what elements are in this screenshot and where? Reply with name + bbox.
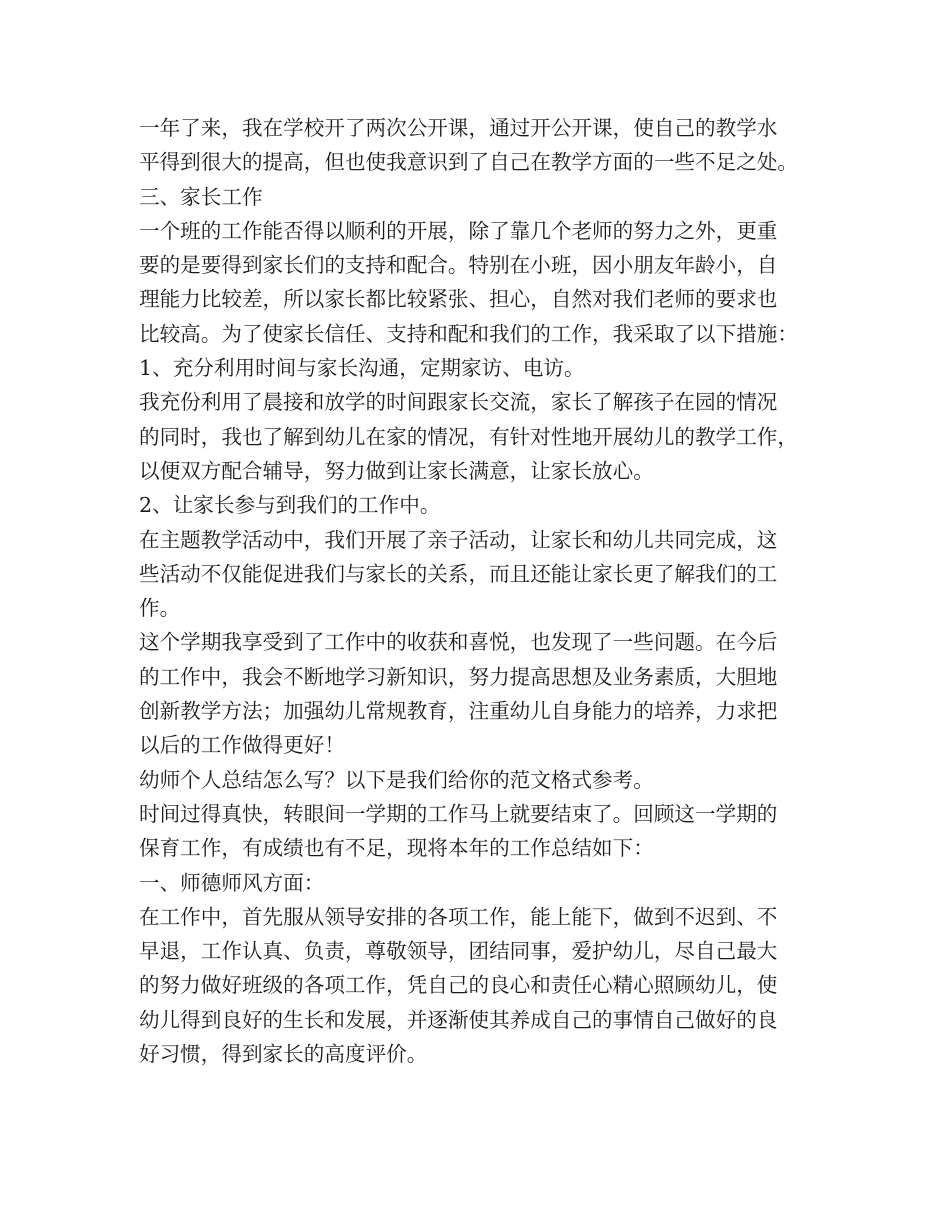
- text-line: 创新教学方法；加强幼儿常规教育，注重幼儿自身能力的培养，力求把: [139, 699, 778, 724]
- section-heading: 三、家长工作: [139, 184, 263, 209]
- text-line: 好习惯，得到家长的高度评价。: [139, 1042, 428, 1067]
- text-line: 幼儿得到良好的生长和发展，并逐渐使其养成自己的事情自己做好的良: [139, 1007, 778, 1032]
- text-line: 时间过得真快，转眼间一学期的工作马上就要结束了。回顾这一学期的: [139, 801, 778, 826]
- text-line: 的同时，我也了解到幼儿在家的情况，有针对性地开展幼儿的教学工作，: [139, 424, 798, 449]
- text-line: 的工作中，我会不断地学习新知识，努力提高思想及业务素质，大胆地: [139, 664, 778, 689]
- text-line: 作。: [139, 596, 181, 621]
- list-item-heading: 1、充分利用时间与家长沟通，定期家访、电访。: [139, 356, 585, 381]
- text-line: 幼师个人总结怎么写？以下是我们给你的范文格式参考。: [139, 767, 654, 792]
- text-line: 理能力比较差，所以家长都比较紧张、担心，自然对我们老师的要求也: [139, 287, 778, 312]
- section-heading: 一、师德师风方面：: [139, 870, 325, 895]
- list-item-heading: 2、让家长参与到我们的工作中。: [139, 493, 441, 518]
- text-line: 的努力做好班级的各项工作，凭自己的良心和责任心精心照顾幼儿，使: [139, 973, 778, 998]
- text-line: 以后的工作做得更好！: [139, 733, 345, 758]
- text-line: 早退，工作认真、负责，尊敬领导，团结同事，爱护幼儿，尽自己最大: [139, 939, 778, 964]
- text-line: 以便双方配合辅导，努力做到让家长满意，让家长放心。: [139, 458, 654, 483]
- text-line: 在工作中，首先服从领导安排的各项工作，能上能下，做到不迟到、不: [139, 904, 778, 929]
- text-line: 一个班的工作能否得以顺利的开展，除了靠几个老师的努力之外，更重: [139, 218, 778, 243]
- document-body: [139, 111, 829, 1071]
- text-line: 平得到很大的提高，但也使我意识到了自己在教学方面的一些不足之处。: [139, 150, 798, 175]
- text-line: 些活动不仅能促进我们与家长的关系，而且还能让家长更了解我们的工: [139, 561, 778, 586]
- text-line: 一年了来，我在学校开了两次公开课，通过开公开课，使自己的教学水: [139, 116, 778, 140]
- text-line: 要的是要得到家长们的支持和配合。特别在小班，因小朋友年龄小，自: [139, 253, 778, 278]
- text-line: 比较高。为了使家长信任、支持和配和我们的工作，我采取了以下措施：: [139, 321, 798, 346]
- text-line: 我充份利用了晨接和放学的时间跟家长交流，家长了解孩子在园的情况: [139, 390, 778, 415]
- text-line: 这个学期我享受到了工作中的收获和喜悦，也发现了一些问题。在今后: [139, 630, 778, 655]
- text-line: 保育工作，有成绩也有不足，现将本年的工作总结如下：: [139, 836, 654, 861]
- text-line: 在主题教学活动中，我们开展了亲子活动，让家长和幼儿共同完成，这: [139, 527, 778, 552]
